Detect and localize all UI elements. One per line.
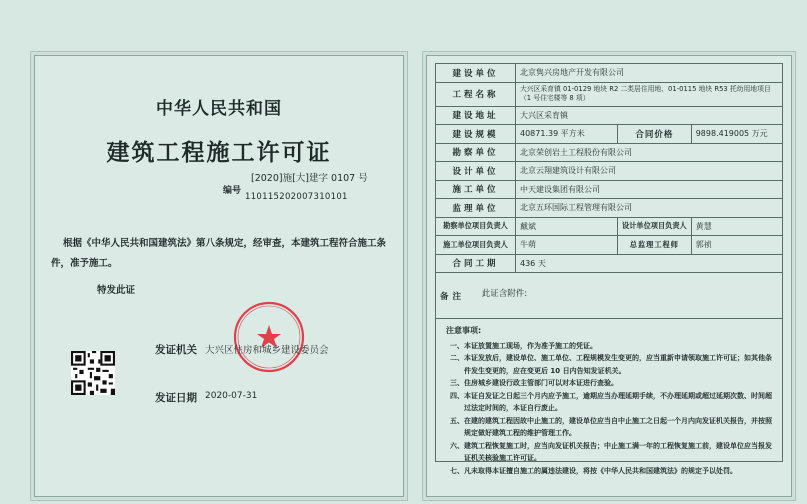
row-value: 北京云翔建筑设计有限公司 [516, 162, 783, 181]
row-value: 大兴区采育镇 [516, 106, 783, 125]
list-item: 三、住房城乡建设行政主管部门可以对本证进行查验。 [450, 379, 618, 387]
row-label: 建设单位 [436, 64, 516, 83]
table-row [436, 162, 783, 181]
row-value: 436 天 [516, 254, 783, 273]
row-value: 大兴区采育镇 01-0129 地块 R2 二类居住用地、01-0115 地块 R53 托幼用地项目（1 号住宅楼等 8 项） [516, 82, 783, 106]
permit-number: [2020]施[大]建字 0107 号 [251, 173, 368, 184]
list-item: 二、本证发放后，建设单位、施工单位、工程规模发生变更的，应当重新申请领取施工许可证；如其他条件发生变更的，应在变更后 10 日内告知发证机关。 [450, 354, 772, 375]
project-details-table [435, 63, 783, 319]
certificate-body-text: 根据《中华人民共和国建筑法》第八条规定，经审查，本建筑工程符合施工条件，准予施工。 [51, 238, 387, 269]
row-label: 建设地址 [436, 106, 516, 125]
row-value: 黄慧 [691, 217, 782, 236]
row-value: 40871.39 平方米 [516, 125, 618, 144]
table-row [436, 254, 783, 273]
notice-title: 注意事项: [446, 326, 482, 335]
table-row [436, 217, 783, 236]
remark-text: 此证含附件: [481, 289, 528, 299]
list-item: 七、凡未取得本证擅自施工的属违法建设，将按《中华人民共和国建筑法》的规定予以处罚。 [450, 466, 737, 475]
row-label: 设计单位项目负责人 [618, 217, 692, 236]
row-label: 合同价格 [618, 125, 692, 144]
row-value: 中天建设集团有限公司 [516, 180, 783, 199]
certificate-details-page [426, 55, 792, 497]
special-cert-text: 特发此证 [97, 285, 136, 296]
issue-date-label: 发证日期 [155, 392, 197, 404]
row-value: 牛萌 [516, 236, 618, 255]
certificate-title: 建筑工程施工许可证 [106, 140, 332, 166]
row-value: 9898.419005 万元 [691, 125, 782, 144]
list-item: 五、在建的建筑工程因故中止施工的，建设单位应当自中止施工之日起一个月内向发证机关报告，并按照规定做好建筑工程的维护管理工作。 [450, 416, 772, 437]
row-value: 戴斌 [516, 217, 618, 236]
issuer-name: 大兴区住房和城乡建设委员会 [205, 345, 329, 356]
certificate-front-page [34, 55, 404, 497]
list-item: 四、本证自发证之日起三个月内应予施工，逾期应当办理延期手续，不办理延期或超过延期次数、时间超过法定时间的，本证自行废止。 [450, 391, 772, 412]
list-item: 六、建筑工程恢复施工时，应当向发证机关报告；中止施工满一年的工程恢复施工前，建设单位应当报发证机关核验施工许可证。 [450, 441, 772, 462]
table-row [436, 236, 783, 255]
row-value: 北京隽兴房地产开发有限公司 [516, 64, 783, 83]
table-row [436, 82, 783, 106]
row-label: 勘察单位 [436, 143, 516, 162]
country-title: 中华人民共和国 [156, 99, 282, 119]
row-label: 施工单位项目负责人 [436, 236, 516, 255]
table-row [436, 180, 783, 199]
notice-section [435, 319, 783, 475]
row-label: 建设规模 [436, 125, 516, 144]
row-label: 合同工期 [436, 254, 516, 273]
list-item: 一、本证放置施工现场，作为准予施工的凭证。 [450, 341, 597, 350]
row-label: 监理单位 [436, 199, 516, 218]
table-row [436, 273, 783, 319]
row-value: 北京荣创岩土工程股份有限公司 [516, 143, 783, 162]
row-label: 工程名称 [436, 82, 516, 106]
table-row [436, 143, 783, 162]
number-label: 编号 [223, 186, 242, 196]
table-row [436, 64, 783, 83]
row-label: 勘察单位项目负责人 [436, 217, 516, 236]
qr-code-icon [71, 351, 115, 395]
issue-date: 2020-07-31 [205, 391, 258, 401]
table-row [436, 106, 783, 125]
issuer-label: 发证机关 [155, 344, 197, 356]
permit-serial: 110115202007310101 [245, 192, 348, 202]
table-row [436, 199, 783, 218]
row-label: 施工单位 [436, 180, 516, 199]
row-label: 总监理工程师 [618, 236, 692, 255]
row-value: 北京五环国际工程管理有限公司 [516, 199, 783, 218]
row-value: 郭祯 [691, 236, 782, 255]
remark-label: 备注 [440, 292, 466, 302]
row-label: 设计单位 [436, 162, 516, 181]
table-row [436, 125, 783, 144]
